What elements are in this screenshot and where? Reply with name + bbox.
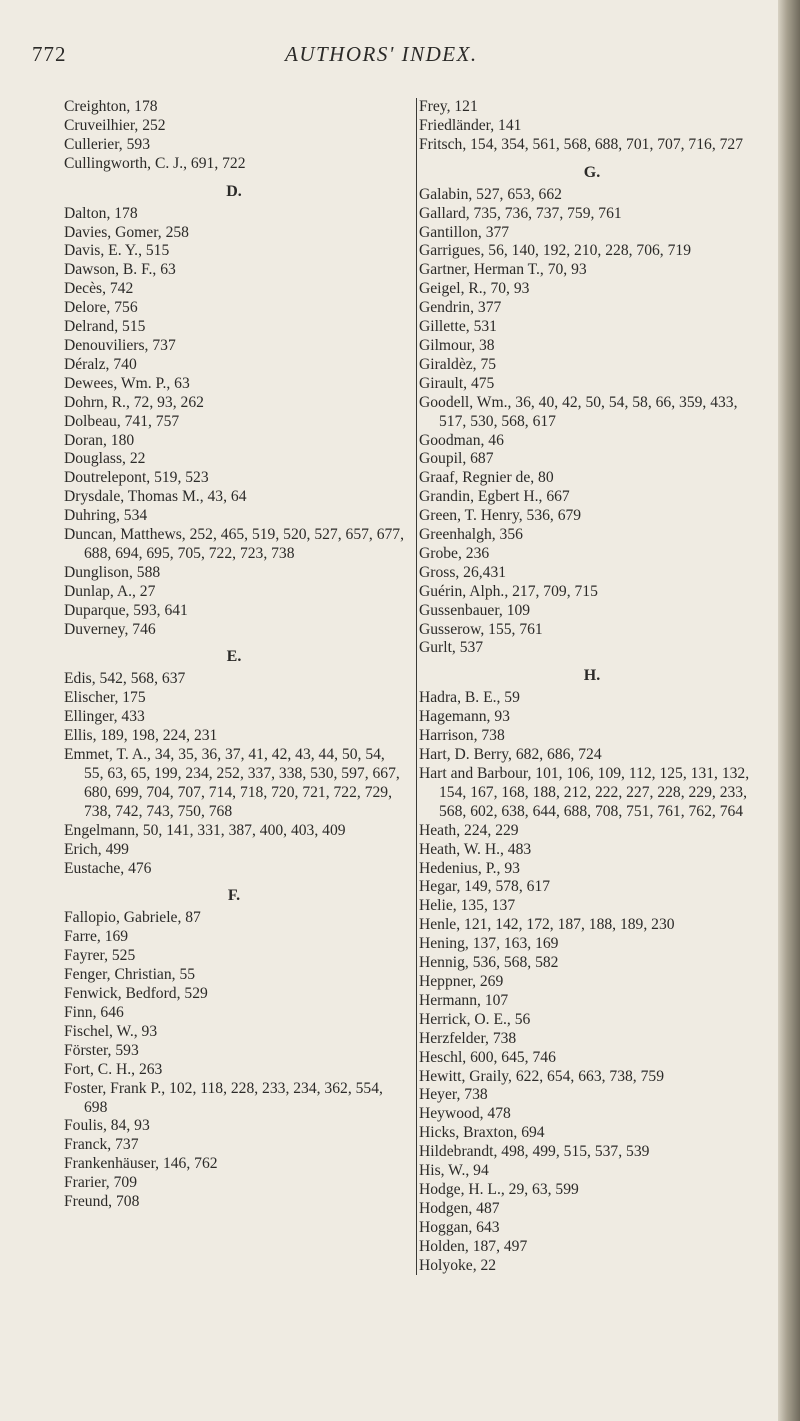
index-entry: Déralz, 740: [64, 355, 137, 373]
index-entry: Duverney, 746: [64, 620, 156, 638]
page-number: 772: [32, 42, 67, 66]
index-entry: Girault, 475: [419, 374, 495, 392]
index-entry: Finn, 646: [64, 1003, 124, 1021]
index-entry: Heyer, 738: [419, 1086, 488, 1104]
index-entry: Hicks, Braxton, 694: [419, 1124, 545, 1142]
index-entry: Gendrin, 377: [419, 299, 502, 317]
page-edge: [778, 0, 800, 1421]
index-entry: Graaf, Regnier de, 80: [419, 469, 554, 487]
page-header: [32, 42, 772, 72]
index-entry: Engelmann, 50, 141, 331, 387, 400, 403, 409: [64, 821, 346, 839]
index-entry: Friedländer, 141: [419, 116, 522, 134]
index-entry: Farre, 169: [64, 928, 129, 946]
index-section: [64, 639, 404, 878]
index-entry: Frarier, 709: [64, 1174, 137, 1192]
index-section: [419, 155, 765, 659]
index-column-right: [416, 98, 765, 1275]
index-section: [64, 878, 404, 1212]
index-entry: Hadra, B. E., 59: [419, 689, 520, 707]
section-letter-heading: H.: [583, 667, 601, 685]
index-entry: Dewees, Wm. P., 63: [64, 374, 190, 392]
index-section: [419, 658, 765, 1275]
index-entry: Duhring, 534: [64, 507, 148, 525]
index-entry: Heath, W. H., 483: [419, 840, 532, 858]
index-entry: Hart and Barbour, 101, 106, 109, 112, 125, 131, 132, 154, 167, 168, 188, 212, 222, 227, 228, 229, 233, 568, 602, 638, 644, 688, 708, 751, 761, 762, 764: [419, 765, 750, 820]
index-entry: Herzfelder, 738: [419, 1029, 517, 1047]
index-entry: Edis, 542, 568, 637: [64, 670, 186, 688]
index-entry: Garrigues, 56, 140, 192, 210, 228, 706, 719: [419, 242, 691, 260]
index-entry: Doran, 180: [64, 431, 135, 449]
index-entry: Hodgen, 487: [419, 1199, 500, 1217]
index-entry: Foulis, 84, 93: [64, 1117, 150, 1135]
index-entry: Hedenius, P., 93: [419, 859, 520, 877]
index-entry: Franck, 737: [64, 1136, 139, 1154]
index-entry: Gantillon, 377: [419, 223, 510, 241]
index-entry: His, W., 94: [419, 1162, 489, 1180]
index-entry: Denouviliers, 737: [64, 336, 176, 354]
index-entry: Heath, 224, 229: [419, 821, 519, 839]
index-entry: Dohrn, R., 72, 93, 262: [64, 393, 204, 411]
index-entry: Harrison, 738: [419, 727, 505, 745]
index-entry: Freund, 708: [64, 1193, 140, 1211]
index-entry: Dawson, B. F., 63: [64, 261, 176, 279]
index-entry: Gussenbauer, 109: [419, 601, 531, 619]
index-entry: Hewitt, Graily, 622, 654, 663, 738, 759: [419, 1067, 664, 1085]
index-entry: Dalton, 178: [64, 204, 138, 222]
index-entry: Giraldèz, 75: [419, 355, 497, 373]
index-entry: Cruveilhier, 252: [64, 116, 166, 134]
running-title: AUTHORS' INDEX.: [285, 42, 478, 66]
index-entry: Fritsch, 154, 354, 561, 568, 688, 701, 707, 716, 727: [419, 135, 744, 153]
index-entry: Galabin, 527, 653, 662: [419, 185, 562, 203]
index-entry: Henle, 121, 142, 172, 187, 188, 189, 230: [419, 916, 675, 934]
index-entry: Heywood, 478: [419, 1105, 511, 1123]
index-entry: Dunlap, A., 27: [64, 582, 156, 600]
index-entry: Erich, 499: [64, 840, 129, 858]
index-entry: Fayrer, 525: [64, 947, 136, 965]
index-entry: Cullingworth, C. J., 691, 722: [64, 154, 246, 172]
index-entry: Davies, Gomer, 258: [64, 223, 189, 241]
index-entry: Duparque, 593, 641: [64, 601, 188, 619]
index-entry: Eustache, 476: [64, 859, 152, 877]
index-entry: Gilmour, 38: [419, 336, 495, 354]
index-entry: Guérin, Alph., 217, 709, 715: [419, 582, 598, 600]
index-entry: Frey, 121: [419, 98, 478, 115]
index-entry: Doutrelepont, 519, 523: [64, 469, 209, 487]
section-letter-heading: F.: [227, 887, 241, 905]
index-entry: Hennig, 536, 568, 582: [419, 954, 559, 972]
index-entry: Gusserow, 155, 761: [419, 620, 543, 638]
index-entry: Gillette, 531: [419, 318, 497, 336]
index-entry: Dunglison, 588: [64, 563, 161, 581]
index-entry: Fallopio, Gabriele, 87: [64, 909, 201, 927]
index-entry: Elischer, 175: [64, 689, 146, 707]
index-entry: Greenhalgh, 356: [419, 526, 523, 544]
index-entry: Gartner, Herman T., 70, 93: [419, 261, 587, 279]
index-entry: Grobe, 236: [419, 544, 490, 562]
index-entry: Förster, 593: [64, 1041, 139, 1059]
index-entry: Hermann, 107: [419, 991, 509, 1009]
index-entry: Fischel, W., 93: [64, 1022, 158, 1040]
index-entry: Duncan, Matthews, 252, 465, 519, 520, 527, 657, 677, 688, 694, 695, 705, 722, 723, 738: [64, 526, 405, 562]
index-entry: Douglass, 22: [64, 450, 146, 468]
index-entry: Hodge, H. L., 29, 63, 599: [419, 1180, 579, 1198]
index-entry: Heschl, 600, 645, 746: [419, 1048, 556, 1066]
index-entry: Davis, E. Y., 515: [64, 242, 170, 260]
index-entry: Emmet, T. A., 34, 35, 36, 37, 41, 42, 43, 44, 50, 54, 55, 63, 65, 199, 234, 252, 337, 338, 530, 597, 667, 680, 699, 704, 707, 714, 718, 720, 721, 722, 729, 738, 742, 743, 750, 768: [64, 746, 400, 820]
index-entry: Green, T. Henry, 536, 679: [419, 507, 582, 525]
index-entry: Goodman, 46: [419, 431, 504, 449]
index-entry: Decès, 742: [64, 280, 134, 298]
index-entry: Ellinger, 433: [64, 708, 145, 726]
index-entry: Heppner, 269: [419, 972, 504, 990]
index-entry: Delrand, 515: [64, 318, 146, 336]
index-entry: Fort, C. H., 263: [64, 1060, 163, 1078]
index-entry: Fenwick, Bedford, 529: [64, 985, 208, 1003]
index-column-left: [64, 98, 404, 1212]
index-entry: Foster, Frank P., 102, 118, 228, 233, 234, 362, 554, 698: [64, 1079, 383, 1116]
index-entry: Delore, 756: [64, 299, 138, 317]
index-entry: Hildebrandt, 498, 499, 515, 537, 539: [419, 1143, 650, 1161]
index-entry: Hening, 137, 163, 169: [419, 935, 559, 953]
index-entry: Gross, 26,431: [419, 563, 507, 581]
index-section: [419, 98, 765, 155]
index-entry: Geigel, R., 70, 93: [419, 280, 530, 298]
index-entry: Hoggan, 643: [419, 1218, 500, 1236]
section-letter-heading: E.: [226, 648, 242, 666]
index-entry: Creighton, 178: [64, 98, 158, 115]
index-entry: Hart, D. Berry, 682, 686, 724: [419, 746, 602, 764]
index-entry: Helie, 135, 137: [419, 897, 516, 915]
index-entry: Grandin, Egbert H., 667: [419, 488, 570, 506]
index-entry: Cullerier, 593: [64, 135, 150, 153]
index-entry: Holyoke, 22: [419, 1256, 497, 1274]
index-entry: Gallard, 735, 736, 737, 759, 761: [419, 204, 622, 222]
index-section: [64, 98, 404, 174]
index-entry: Hegar, 149, 578, 617: [419, 878, 551, 896]
index-entry: Holden, 187, 497: [419, 1237, 528, 1255]
index-entry: Dolbeau, 741, 757: [64, 412, 180, 430]
section-letter-heading: D.: [226, 182, 242, 200]
section-letter-heading: G.: [583, 163, 601, 181]
index-entry: Frankenhäuser, 146, 762: [64, 1155, 218, 1173]
index-entry: Drysdale, Thomas M., 43, 64: [64, 488, 247, 506]
index-entry: Gurlt, 537: [419, 639, 484, 657]
index-entry: Ellis, 189, 198, 224, 231: [64, 727, 218, 745]
index-entry: Hagemann, 93: [419, 708, 510, 726]
index-entry: Goupil, 687: [419, 450, 494, 468]
index-entry: Goodell, Wm., 36, 40, 42, 50, 54, 58, 66, 359, 433, 517, 530, 568, 617: [419, 393, 738, 430]
index-entry: Herrick, O. E., 56: [419, 1010, 531, 1028]
index-section: [64, 174, 404, 640]
index-entry: Fenger, Christian, 55: [64, 966, 196, 984]
